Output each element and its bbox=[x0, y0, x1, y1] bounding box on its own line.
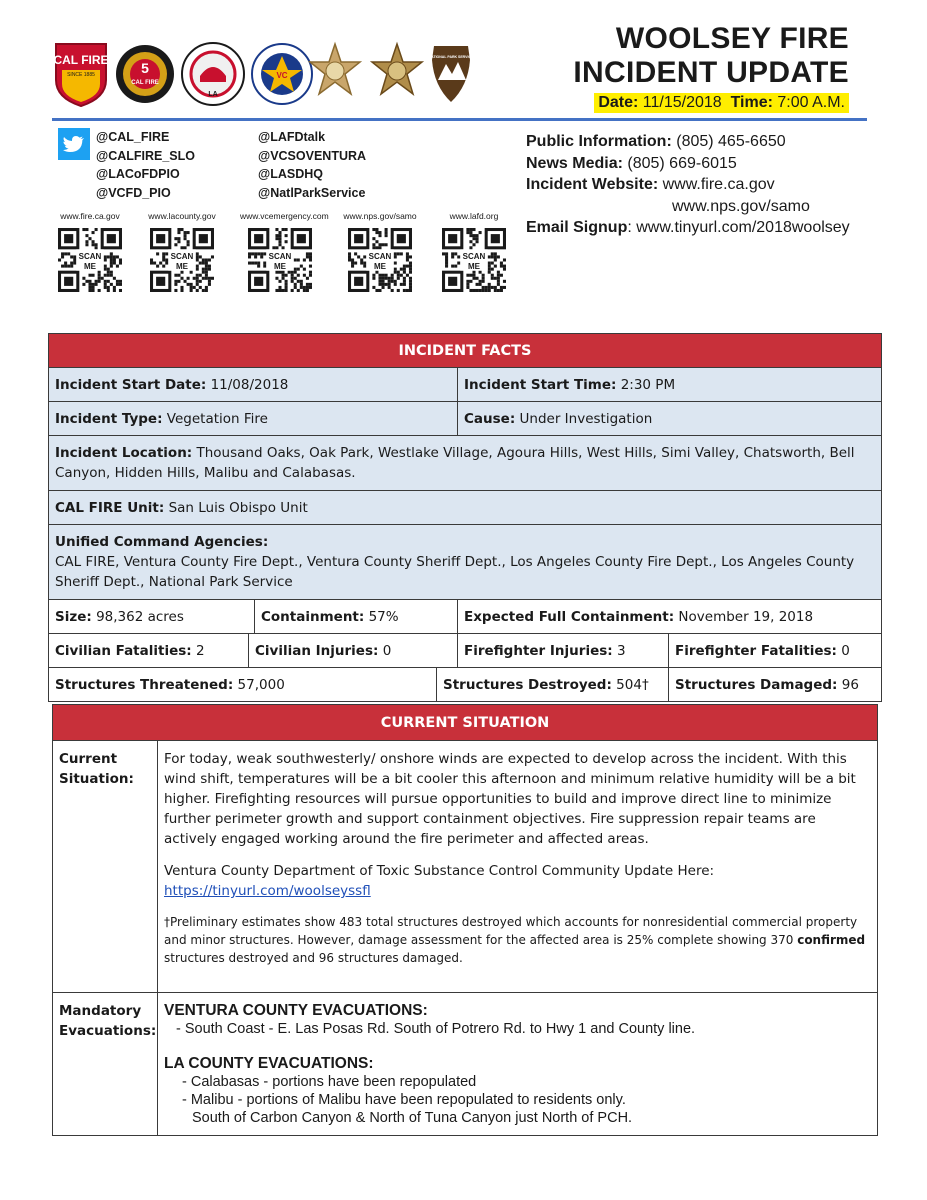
structures-destroyed-label: Structures Destroyed: bbox=[443, 676, 612, 693]
svg-text:SCAN: SCAN bbox=[78, 252, 102, 261]
qr-code-row bbox=[56, 211, 516, 301]
current-situation-table bbox=[52, 704, 878, 1136]
firefighter-fatalities-cell bbox=[669, 634, 882, 668]
structures-threatened-label: Structures Threatened: bbox=[55, 676, 234, 693]
email-label: Email Signup bbox=[526, 219, 628, 236]
la-county-fire-logo bbox=[180, 40, 246, 108]
structures-destroyed-value: 504† bbox=[616, 676, 649, 693]
svg-text:ME: ME bbox=[274, 262, 286, 271]
qr-label: www.fire.ca.gov bbox=[60, 211, 120, 221]
preliminary-estimate-note bbox=[164, 913, 871, 967]
header-divider bbox=[52, 118, 867, 121]
news-media-line bbox=[526, 153, 850, 175]
note-text-1: †Preliminary estimates show 483 total structures destroyed which accounts for nonresidential commercial property and minor structures. However, damage assessment for the affected area is 25% complete showing 370 bbox=[164, 915, 858, 947]
la-evacuations-heading: LA COUNTY EVACUATIONS: bbox=[164, 1055, 374, 1072]
date-label: Date: bbox=[598, 94, 639, 111]
structures-threatened-cell bbox=[49, 668, 437, 702]
start-time-label: Incident Start Time: bbox=[464, 376, 617, 393]
civilian-fatalities-value: 2 bbox=[195, 642, 205, 659]
website-link-2[interactable]: www.nps.gov/samo bbox=[672, 197, 810, 215]
qr-label: www.lafd.org bbox=[449, 211, 499, 221]
unified-command-cell bbox=[49, 525, 882, 600]
handles-column-1 bbox=[96, 128, 195, 202]
firefighter-fatalities-value: 0 bbox=[841, 642, 850, 659]
qr-code-lafd[interactable] bbox=[434, 211, 514, 296]
svg-text:CAL FIRE: CAL FIRE bbox=[53, 53, 109, 67]
page-title-line-2: INCIDENT UPDATE bbox=[573, 56, 849, 89]
containment-value: 57% bbox=[368, 608, 399, 625]
website-line-2 bbox=[526, 196, 850, 218]
svg-text:ME: ME bbox=[374, 262, 386, 271]
note-bold: confirmed bbox=[797, 933, 866, 947]
firefighter-fatalities-label: Firefighter Fatalities: bbox=[675, 642, 837, 659]
date-time-banner bbox=[594, 93, 849, 113]
unified-command-value: CAL FIRE, Ventura County Fire Dept., Ventura County Sheriff Dept., Los Angeles County Fire Dept., Los Angeles County Sheriff Dept., National Park Service bbox=[55, 554, 855, 590]
contact-info bbox=[526, 131, 850, 239]
svg-text:SCAN: SCAN bbox=[170, 252, 194, 261]
news-media-label: News Media: bbox=[526, 154, 623, 172]
la-evacuation-item-malibu-detail: South of Carbon Canyon & North of Tuna Canyon just North of PCH. bbox=[192, 1110, 633, 1126]
qr-code-icon bbox=[148, 224, 216, 296]
handle-calfire-slo[interactable]: @CALFIRE_SLO bbox=[96, 148, 195, 163]
firefighter-injuries-label: Firefighter Injuries: bbox=[464, 642, 613, 659]
svg-text:CAL FIRE: CAL FIRE bbox=[131, 80, 159, 86]
qr-label: www.nps.gov/samo bbox=[343, 211, 417, 221]
title-block bbox=[573, 22, 849, 113]
incident-facts-table bbox=[48, 333, 882, 702]
public-info-phone[interactable]: (805) 465-6650 bbox=[676, 133, 786, 150]
imt-logo bbox=[114, 40, 176, 108]
unified-command-label: Unified Command Agencies: bbox=[55, 534, 269, 550]
sheriff-star-logo-2 bbox=[368, 40, 426, 108]
incident-type-cell bbox=[49, 402, 458, 436]
la-evacuation-item-calabasas: - Calabasas - portions have been repopulated bbox=[182, 1074, 477, 1090]
la-evacuation-item-malibu: - Malibu - portions of Malibu have been repopulated to residents only. bbox=[182, 1092, 626, 1108]
handle-lacofdpio[interactable]: @LACoFDPIO bbox=[96, 167, 180, 181]
svg-text:VC: VC bbox=[276, 71, 288, 80]
social-handles bbox=[58, 126, 388, 198]
incident-type-label: Incident Type: bbox=[55, 410, 163, 427]
qr-label: www.lacounty.gov bbox=[148, 211, 216, 221]
mandatory-evacuations-body bbox=[158, 993, 878, 1136]
handle-lasdhq[interactable]: @LASDHQ bbox=[258, 167, 323, 181]
start-date-label: Incident Start Date: bbox=[55, 376, 207, 393]
full-containment-cell bbox=[458, 600, 882, 634]
toxic-substance-link-wrap bbox=[164, 881, 871, 901]
email-separator: : bbox=[627, 219, 632, 236]
incident-facts-header: INCIDENT FACTS bbox=[49, 334, 882, 368]
svg-text:SINCE 1885: SINCE 1885 bbox=[67, 72, 95, 78]
ventura-evacuation-item: - South Coast - E. Las Posas Rd. South of Potrero Rd. to Hwy 1 and County line. bbox=[176, 1021, 696, 1037]
cause-cell bbox=[458, 402, 882, 436]
svg-text:ME: ME bbox=[468, 262, 480, 271]
public-info-label: Public Information: bbox=[526, 133, 672, 150]
current-situation-label: Current Situation: bbox=[53, 741, 158, 993]
svg-text:NATIONAL PARK SERVICE: NATIONAL PARK SERVICE bbox=[428, 55, 474, 59]
website-link-1[interactable]: www.fire.ca.gov bbox=[662, 176, 775, 193]
svg-text:ME: ME bbox=[176, 262, 188, 271]
start-date-cell bbox=[49, 368, 458, 402]
incident-location-cell bbox=[49, 436, 882, 491]
agency-logos bbox=[52, 40, 472, 110]
public-info-line bbox=[526, 131, 850, 153]
containment-label: Containment: bbox=[261, 608, 365, 625]
structures-damaged-label: Structures Damaged: bbox=[675, 676, 838, 693]
qr-code-lacounty[interactable] bbox=[142, 211, 222, 296]
handle-lafdtalk[interactable]: @LAFDtalk bbox=[258, 130, 326, 144]
qr-code-vcemergency[interactable] bbox=[240, 211, 329, 296]
firefighter-injuries-cell bbox=[458, 634, 669, 668]
svg-text:LA: LA bbox=[208, 91, 218, 98]
twitter-icon bbox=[58, 128, 90, 160]
qr-code-icon bbox=[56, 224, 124, 296]
firefighter-injuries-value: 3 bbox=[616, 642, 626, 659]
civilian-injuries-cell bbox=[249, 634, 458, 668]
qr-label: www.vcemergency.com bbox=[240, 211, 329, 221]
page-title-line-1: WOOLSEY FIRE bbox=[615, 22, 849, 55]
start-time-value: 2:30 PM bbox=[620, 376, 676, 393]
cal-fire-logo bbox=[52, 40, 110, 108]
qr-code-icon bbox=[346, 224, 414, 296]
svg-text:SCAN: SCAN bbox=[462, 252, 486, 261]
structures-damaged-cell bbox=[669, 668, 882, 702]
email-line bbox=[526, 217, 850, 239]
start-time-cell bbox=[458, 368, 882, 402]
svg-text:SCAN: SCAN bbox=[268, 252, 292, 261]
full-containment-value: November 19, 2018 bbox=[678, 608, 814, 625]
handle-cal-fire[interactable]: @CAL_FIRE bbox=[96, 130, 170, 144]
website-label: Incident Website: bbox=[526, 176, 659, 193]
structures-damaged-value: 96 bbox=[841, 676, 859, 693]
civilian-injuries-value: 0 bbox=[382, 642, 392, 659]
incident-location-value: Thousand Oaks, Oak Park, Westlake Village, Agoura Hills, West Hills, Simi Valley, Chatsworth, Bell Canyon, Hidden Hills, Malibu and Calabasas. bbox=[55, 445, 855, 481]
spacer bbox=[164, 1038, 871, 1054]
size-value: 98,362 acres bbox=[96, 608, 184, 625]
situation-paragraph-1: For today, weak southwesterly/ onshore winds are expected to develop across the incident. With this wind shift, temperatures will be a bit cooler this afternoon and minimum relative humidity will be a bit higher. Firefighting resources will pursue opportunities to build and improve direct line to minimize further perimeter growth and support containment objectives. Fire suppression repair teams are actively engaged working around the fire perimeter and affected areas. bbox=[164, 751, 856, 847]
size-label: Size: bbox=[55, 608, 92, 625]
current-situation-body bbox=[158, 741, 878, 993]
qr-code-fire[interactable] bbox=[50, 211, 130, 296]
current-situation-header: CURRENT SITUATION bbox=[53, 705, 878, 741]
time-label: Time: bbox=[730, 94, 773, 111]
sheriff-star-logo-1 bbox=[306, 40, 364, 108]
handle-vcsoventura[interactable]: @VCSOVENTURA bbox=[258, 148, 367, 163]
start-date-value: 11/08/2018 bbox=[210, 376, 289, 393]
civilian-fatalities-cell bbox=[49, 634, 249, 668]
qr-code-icon bbox=[440, 224, 508, 296]
qr-code-nps[interactable] bbox=[340, 211, 420, 296]
situation-paragraph-2: Ventura County Department of Toxic Substance Control Community Update Here: bbox=[164, 863, 715, 879]
civilian-fatalities-label: Civilian Fatalities: bbox=[55, 642, 192, 659]
civilian-injuries-label: Civilian Injuries: bbox=[255, 642, 379, 659]
mandatory-evacuations-label: Mandatory Evacuations: bbox=[53, 993, 158, 1136]
note-text-2: structures destroyed and 96 structures damaged. bbox=[164, 951, 463, 965]
email-signup-link[interactable]: www.tinyurl.com/2018woolsey bbox=[636, 219, 850, 236]
structures-destroyed-cell bbox=[437, 668, 669, 702]
news-media-phone[interactable]: (805) 669-6015 bbox=[627, 154, 737, 172]
containment-cell bbox=[255, 600, 458, 634]
national-park-service-logo bbox=[428, 40, 474, 108]
handle-vcfd-pio[interactable]: @VCFD_PIO bbox=[96, 185, 171, 200]
size-cell bbox=[49, 600, 255, 634]
cause-value: Under Investigation bbox=[519, 410, 653, 427]
incident-location-label: Incident Location: bbox=[55, 445, 193, 461]
website-line bbox=[526, 174, 850, 196]
full-containment-label: Expected Full Containment: bbox=[464, 608, 675, 625]
time-value: 7:00 A.M. bbox=[777, 94, 845, 111]
svg-text:SCAN: SCAN bbox=[368, 252, 392, 261]
incident-type-value: Vegetation Fire bbox=[166, 410, 268, 427]
cal-fire-unit-cell bbox=[49, 491, 882, 525]
ventura-evacuations-heading: VENTURA COUNTY EVACUATIONS: bbox=[164, 1002, 428, 1019]
cause-label: Cause: bbox=[464, 410, 516, 427]
cal-fire-unit-value: San Luis Obispo Unit bbox=[168, 499, 308, 516]
ventura-county-fire-logo bbox=[250, 40, 314, 108]
toxic-substance-link[interactable]: https://tinyurl.com/woolseyssfl bbox=[164, 883, 371, 899]
qr-code-icon bbox=[246, 224, 314, 296]
svg-text:ME: ME bbox=[84, 262, 96, 271]
structures-threatened-value: 57,000 bbox=[237, 676, 285, 693]
handles-column-2 bbox=[258, 128, 366, 202]
cal-fire-unit-label: CAL FIRE Unit: bbox=[55, 499, 165, 516]
svg-text:5: 5 bbox=[141, 60, 149, 76]
handle-natlparkservice[interactable]: @NatlParkService bbox=[258, 185, 366, 200]
date-value: 11/15/2018 bbox=[642, 94, 722, 111]
